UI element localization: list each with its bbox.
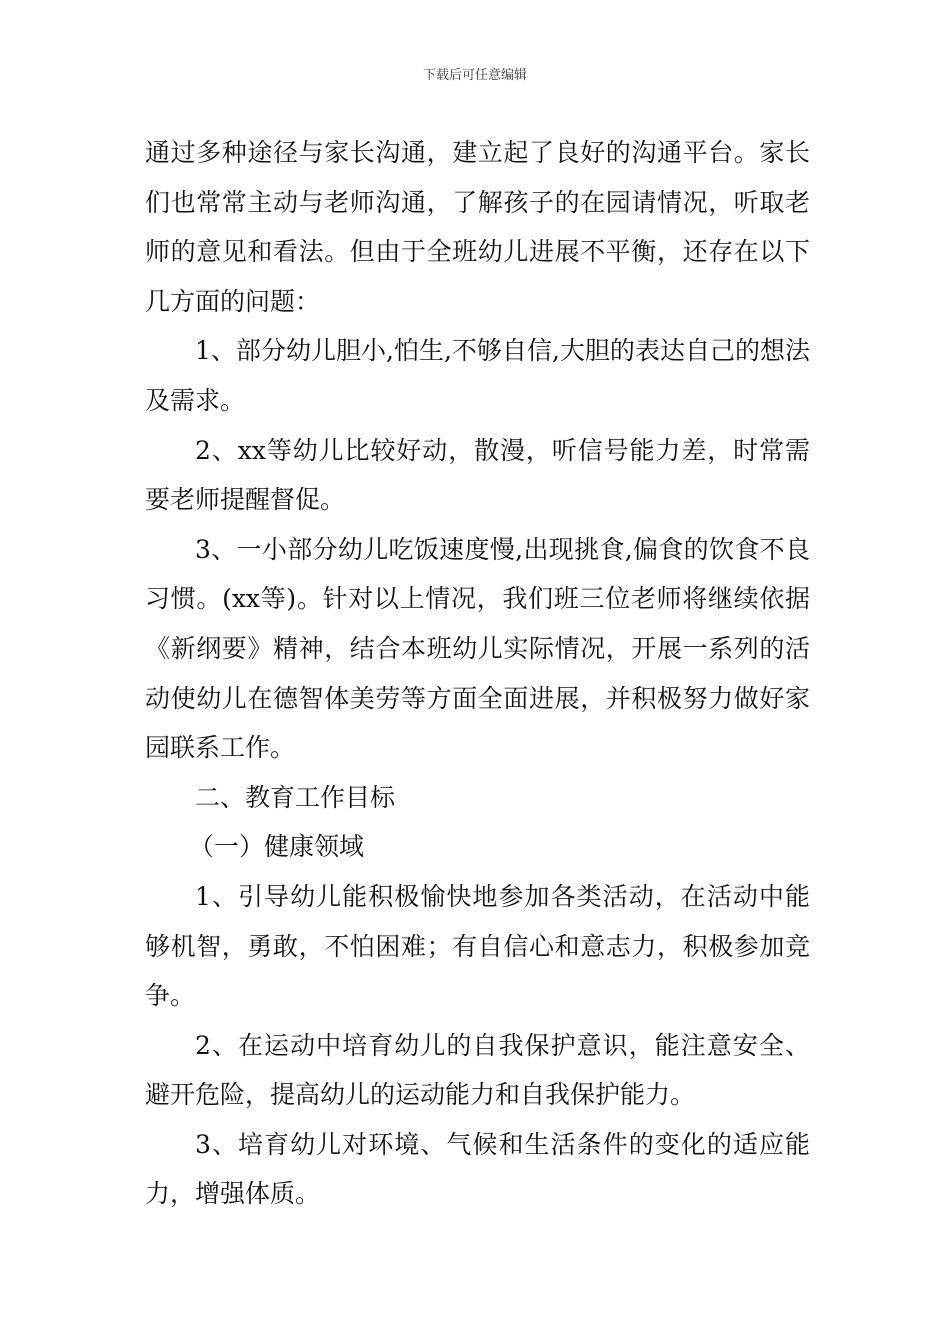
paragraph-problem-1: 1、部分幼儿胆小,怕生,不够自信,大胆的表达自己的想法及需求。 — [145, 336, 810, 415]
document-body — [145, 128, 810, 1219]
section-heading-goals: 二、教育工作目标 — [195, 782, 396, 812]
paragraph-intro: 通过多种途径与家长沟通，建立起了良好的沟通平台。家长们也常常主动与老师沟通，了解孩子的在园请情况，听取老师的意见和看法。但由于全班幼儿进展不平衡，还存在以下几方面的问题： — [145, 138, 810, 316]
paragraph-health-goal-2: 2、在运动中培育幼儿的自我保护意识，能注意安全、避开危险，提高幼儿的运动能力和自我保护能力。 — [145, 1030, 810, 1110]
subsection-heading-health: （一）健康领域 — [189, 832, 365, 862]
paragraph-health-goal-1: 1、引导幼儿能积极愉快地参加各类活动，在活动中能够机智，勇敢，不怕困难；有自信心和意志力，积极参加竞争。 — [145, 881, 810, 1011]
paragraph-problem-2: 2、xx等幼儿比较好动，散漫，听信号能力差，时常需要老师提醒督促。 — [145, 435, 810, 515]
paragraph-problem-3: 3、一小部分幼儿吃饭速度慢,出现挑食,偏食的饮食不良习惯。(xx等)。针对以上情况，我们班三位老师将继续依据《新纲要》精神，结合本班幼儿实际情况，开展一系列的活动使幼儿在德智体美劳等方面全面进展，并积极努力做好家园联系工作。 — [145, 534, 810, 763]
paragraph-health-goal-3: 3、培育幼儿对环境、气候和生活条件的变化的适应能力，增强体质。 — [145, 1129, 810, 1209]
page-header-note: 下载后可任意编辑 — [422, 68, 527, 83]
